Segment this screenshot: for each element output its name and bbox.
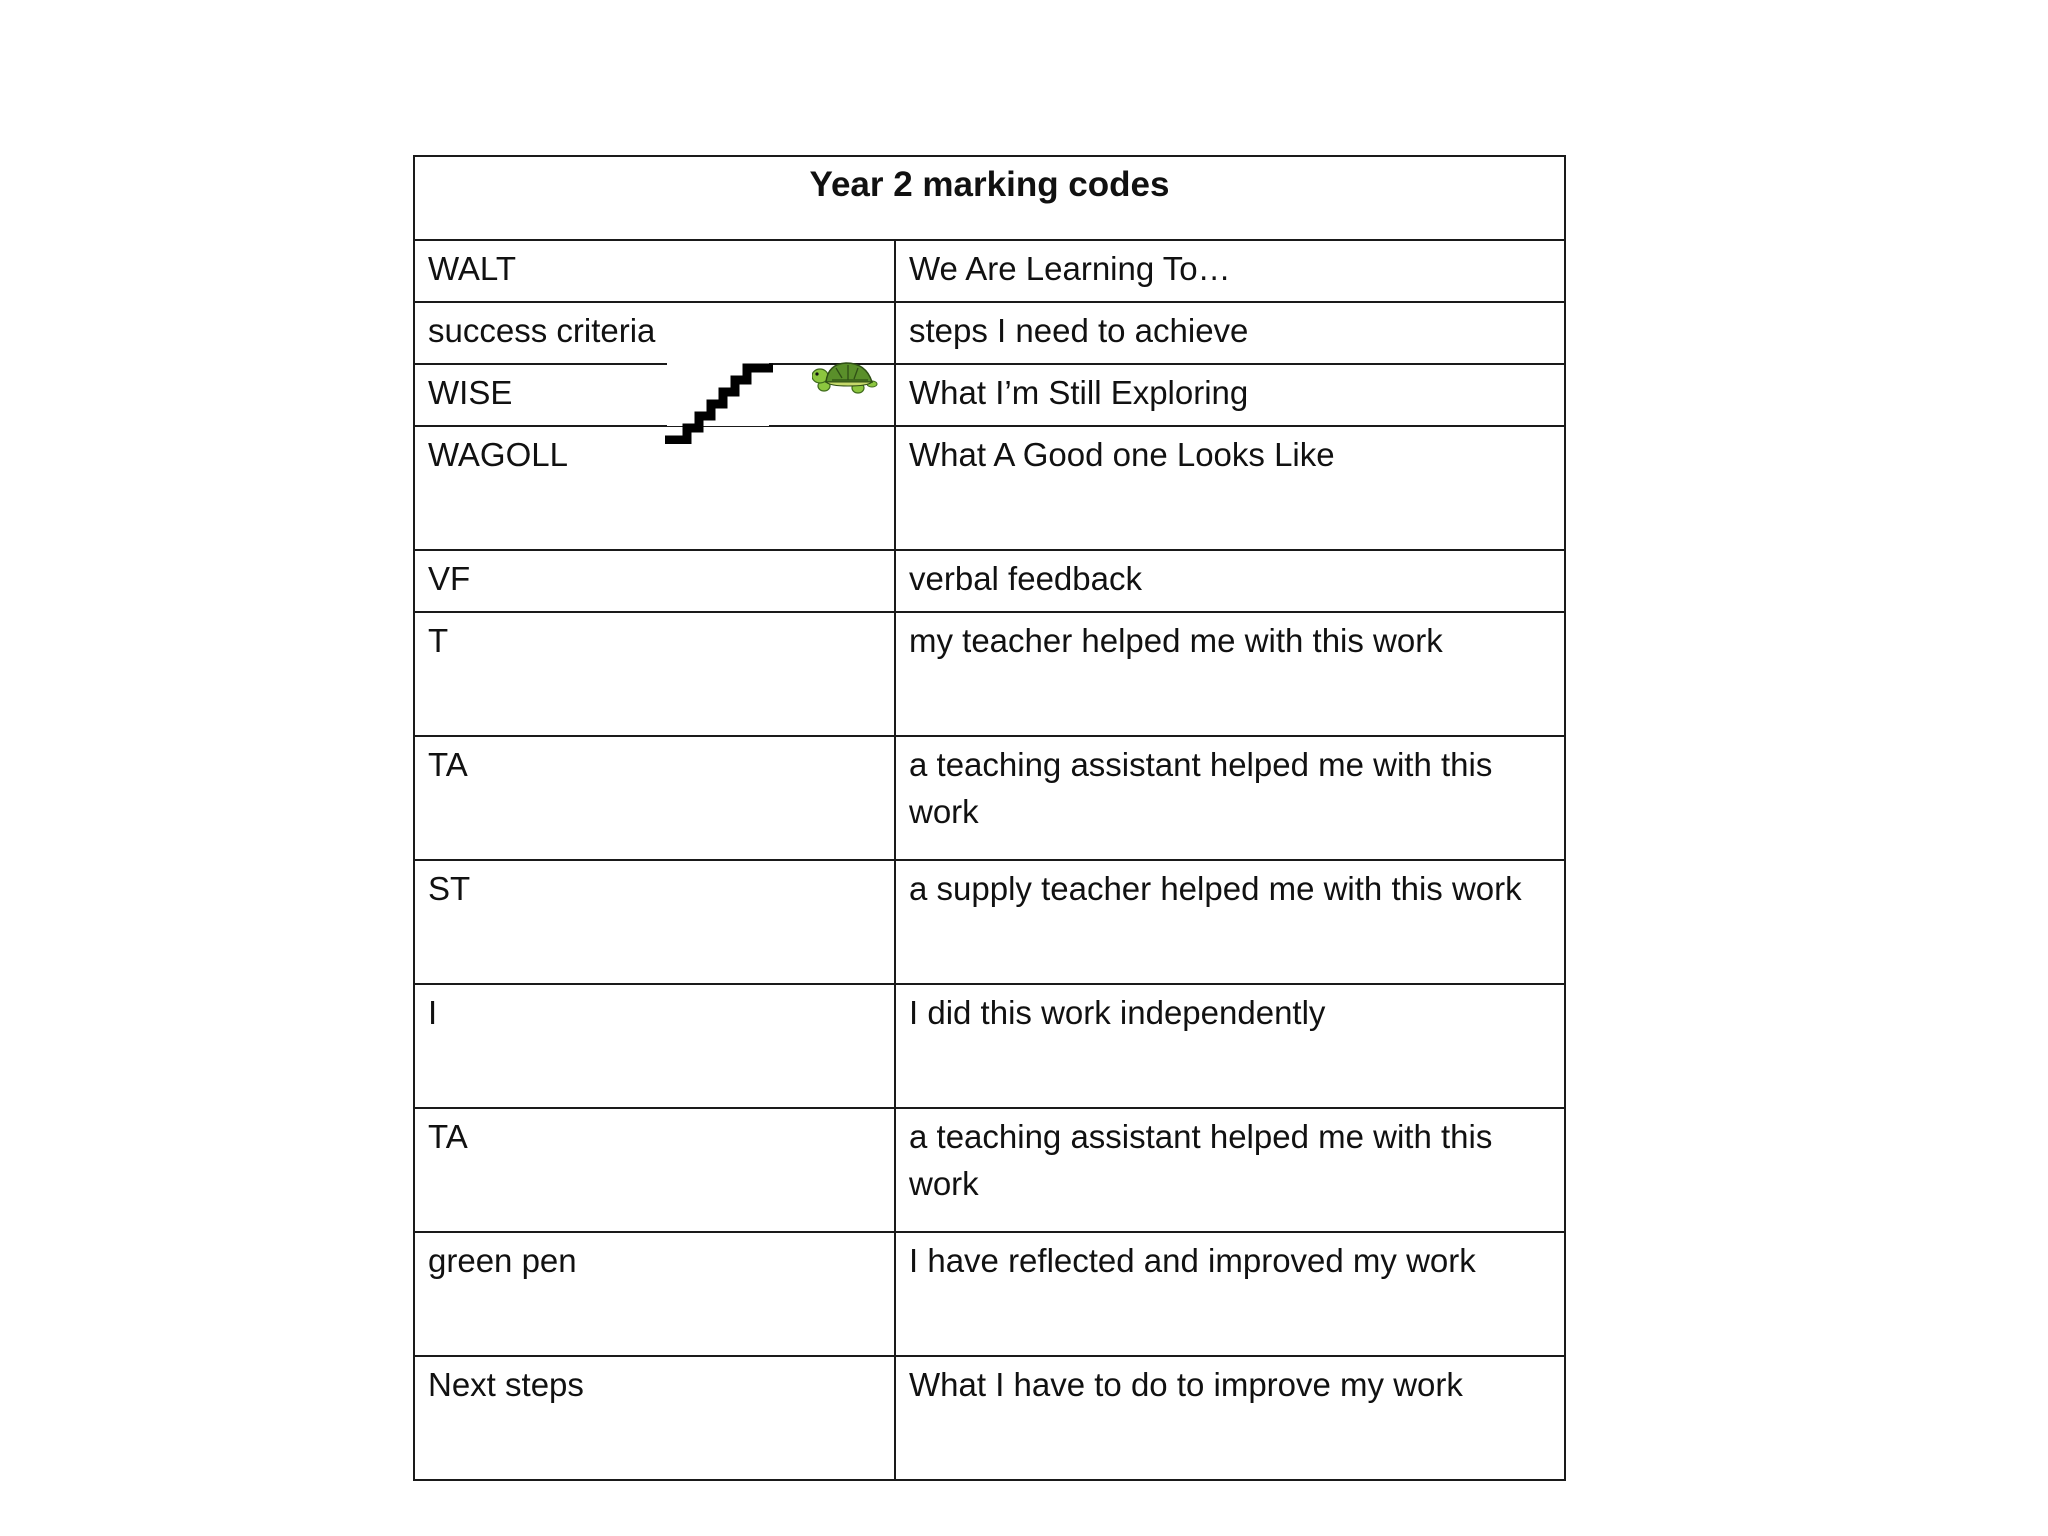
meaning-cell: We Are Learning To…: [895, 240, 1565, 302]
code-cell: VF: [414, 550, 895, 612]
meaning-cell: a teaching assistant helped me with this work: [895, 736, 1565, 860]
meaning-cell: verbal feedback: [895, 550, 1565, 612]
meaning-cell: I have reflected and improved my work: [895, 1232, 1565, 1356]
table-row: [414, 302, 1565, 364]
code-cell: Next steps: [414, 1356, 895, 1480]
code-cell: ST: [414, 860, 895, 984]
table-row: [414, 426, 1565, 550]
code-cell: TA: [414, 736, 895, 860]
table-row: [414, 736, 1565, 860]
table-row: [414, 1356, 1565, 1480]
marking-codes-table: [413, 155, 1566, 1481]
meaning-cell: steps I need to achieve: [895, 302, 1565, 364]
code-cell: success criteria: [414, 302, 895, 364]
code-cell: T: [414, 612, 895, 736]
code-cell: WISE: [414, 364, 895, 426]
meaning-cell: a supply teacher helped me with this work: [895, 860, 1565, 984]
code-cell: green pen: [414, 1232, 895, 1356]
meaning-cell: my teacher helped me with this work: [895, 612, 1565, 736]
table-row: [414, 550, 1565, 612]
table-row: [414, 1232, 1565, 1356]
meaning-cell: What A Good one Looks Like: [895, 426, 1565, 550]
meaning-cell: What I have to do to improve my work: [895, 1356, 1565, 1480]
table-row: [414, 984, 1565, 1108]
table-title: Year 2 marking codes: [414, 156, 1565, 240]
code-cell: WAGOLL: [414, 426, 895, 550]
table-row: [414, 612, 1565, 736]
meaning-cell: What I’m Still Exploring: [895, 364, 1565, 426]
meaning-cell: I did this work independently: [895, 984, 1565, 1108]
table-row: [414, 364, 1565, 426]
code-cell: WALT: [414, 240, 895, 302]
table-row: [414, 1108, 1565, 1232]
turtle-icon: [812, 360, 880, 396]
table-row: [414, 860, 1565, 984]
table-row: [414, 240, 1565, 302]
code-cell: TA: [414, 1108, 895, 1232]
meaning-cell: a teaching assistant helped me with this work: [895, 1108, 1565, 1232]
code-cell: I: [414, 984, 895, 1108]
stairs-icon: [665, 360, 773, 444]
